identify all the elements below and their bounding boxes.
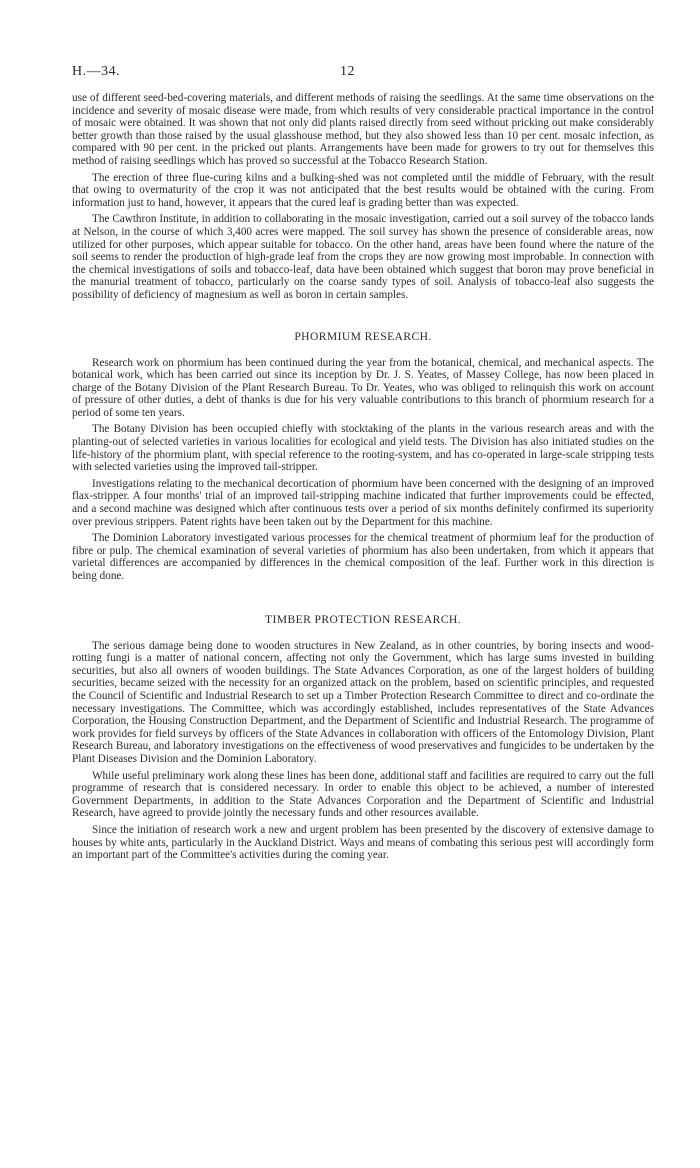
phormium-section [72,357,654,583]
page-header [72,62,654,92]
paragraph: The Dominion Laboratory investigated various processes for the chemical treatment of phormium leaf for the production of fibre or pulp. The chemical examination of several varieties of phormium has also been undertaken, from which it appears that varietal differences are accompanied by differences in the chemical composition of the leaf. Further work in this direction is being done. [72,532,654,582]
document-reference: H.—34. [72,64,121,79]
section-heading-timber: TIMBER PROTECTION RESEARCH. [265,612,461,626]
paragraph: While useful preliminary work along these lines has been done, additional staff and facilities are required to carry out the full programme of research that is considered necessary. In order to enable this object to be achieved, a number of interested Government Departments, in addition to the State Advances Corporation and the Department of Scientific and Industrial Research, have agreed to provide jointly the necessary funds and other resources available. [72,769,654,820]
paragraph: Research work on phormium has been continued during the year from the botanical, chemical, and mechanical aspects. The botanical work, which has been carried out since its inception by Dr. J. S. Yeates, of Massey College, has now been placed in charge of the Botany Division of the Plant Research Bureau. To Dr. Yeates, who was obliged to relinquish this work on account of pressure of other duties, a debt of thanks is due for his very valuable contributions to this branch of phormium research for a period of some ten years. [72,356,654,419]
page-number: 12 [340,64,355,79]
paragraph: use of different seed-bed-covering materials, and different methods of raising the seedlings. At the same time observations on the incidence and severity of mosaic disease were made, from which results of very considerable practical importance in the control of mosaic were obtained. It was shown that not only did plants raised directly from seed without pricking out make considerably better growth than those raised by the usual glasshouse method, but they also showed less than 10 per cent. mosaic infection, as compared with 90 per cent. in the pricked out plants. Arrangements have been made for growers to try out for themselves this method of raising seedlings which has proved so successful at the Tobacco Research Station. [72,92,654,167]
paragraph: The serious damage being done to wooden structures in New Zealand, as in other countries, by boring insects and wood-rotting fungi is a matter of national concern, affecting not only the Government, which has large sums invested in building securities, but also all owners of wooden buildings. The State Advances Corporation, as one of the largest holders of building securities, became seized with the necessity for an organized attack on the problem, based on scientific principles, and requested the Council of Scientific and Industrial Research to set up a Timber Protection Research Committee to direct and co-ordinate the necessary investigations. The Committee, which was accordingly established, includes representatives of the State Advances Corporation, the Housing Construction Department, and the Department of Scientific and Industrial Research. The programme of work provides for field surveys by officers of the State Advances in collaboration with officers of the Entomology Division, Plant Research Bureau, and laboratory investigations on the effectiveness of wood preservatives and fungicides to be undertaken by the Plant Diseases Division and the Dominion Laboratory. [72,639,654,765]
section-heading-phormium: PHORMIUM RESEARCH. [294,329,432,343]
paragraph: The erection of three flue-curing kilns and a bulking-shed was not completed until the middle of February, with the result that owing to overmaturity of the crop it was not anticipated that the best results would be obtained with the curing. From information just to hand, however, it appears that the cured leaf is grading better than was expected. [72,171,654,209]
document-page [72,62,654,866]
paragraph: Since the initiation of research work a new and urgent problem has been presented by the discovery of extensive damage to houses by white ants, particularly in the Auckland District. Ways and means of combating this serious pest will accordingly form an important part of the Committee's activities during the coming year. [72,823,654,862]
paragraph: Investigations relating to the mechanical decortication of phormium have been concerned with the designing of an improved flax-stripper. A four months' trial of an improved tail-stripping machine indicated that further improvements could be effected, and a second machine was designed which after continuous tests over a period of six months definitely confirmed its superiority over previous strippers. Patent rights have been taken out by the Department for this machine. [72,477,654,528]
timber-section [72,640,654,862]
paragraph: The Cawthron Institute, in addition to collaborating in the mosaic investigation, carried out a soil survey of the tobacco lands at Nelson, in the course of which 3,400 acres were mapped. The soil survey has shown the presence of considerable areas, now utilized for other purposes, which appear suitable for tobacco. On the other hand, areas have been found where the nature of the soil seems to render the production of high-grade leaf from the crops they are now growing most improbable. In connection with the chemical investigations of soils and tobacco-leaf, data have been obtained which suggest that boron may prove beneficial in the manurial treatment of tobacco, particularly on the coarse sandy types of soil. Analysis of tobacco-leaf also suggests the possibility of deficiency of magnesium as well as boron in certain samples. [72,213,654,301]
paragraph: The Botany Division has been occupied chiefly with stocktaking of the plants in the various research areas and with the planting-out of selected varieties in various localities for ecological and yield tests. The Division has also initiated studies on the life-history of the phormium plant, with special reference to the rooting-system, and has co-operated in large-scale stripping tests with selected varieties using the improved tail-stripper. [72,423,654,474]
intro-section [72,92,654,302]
